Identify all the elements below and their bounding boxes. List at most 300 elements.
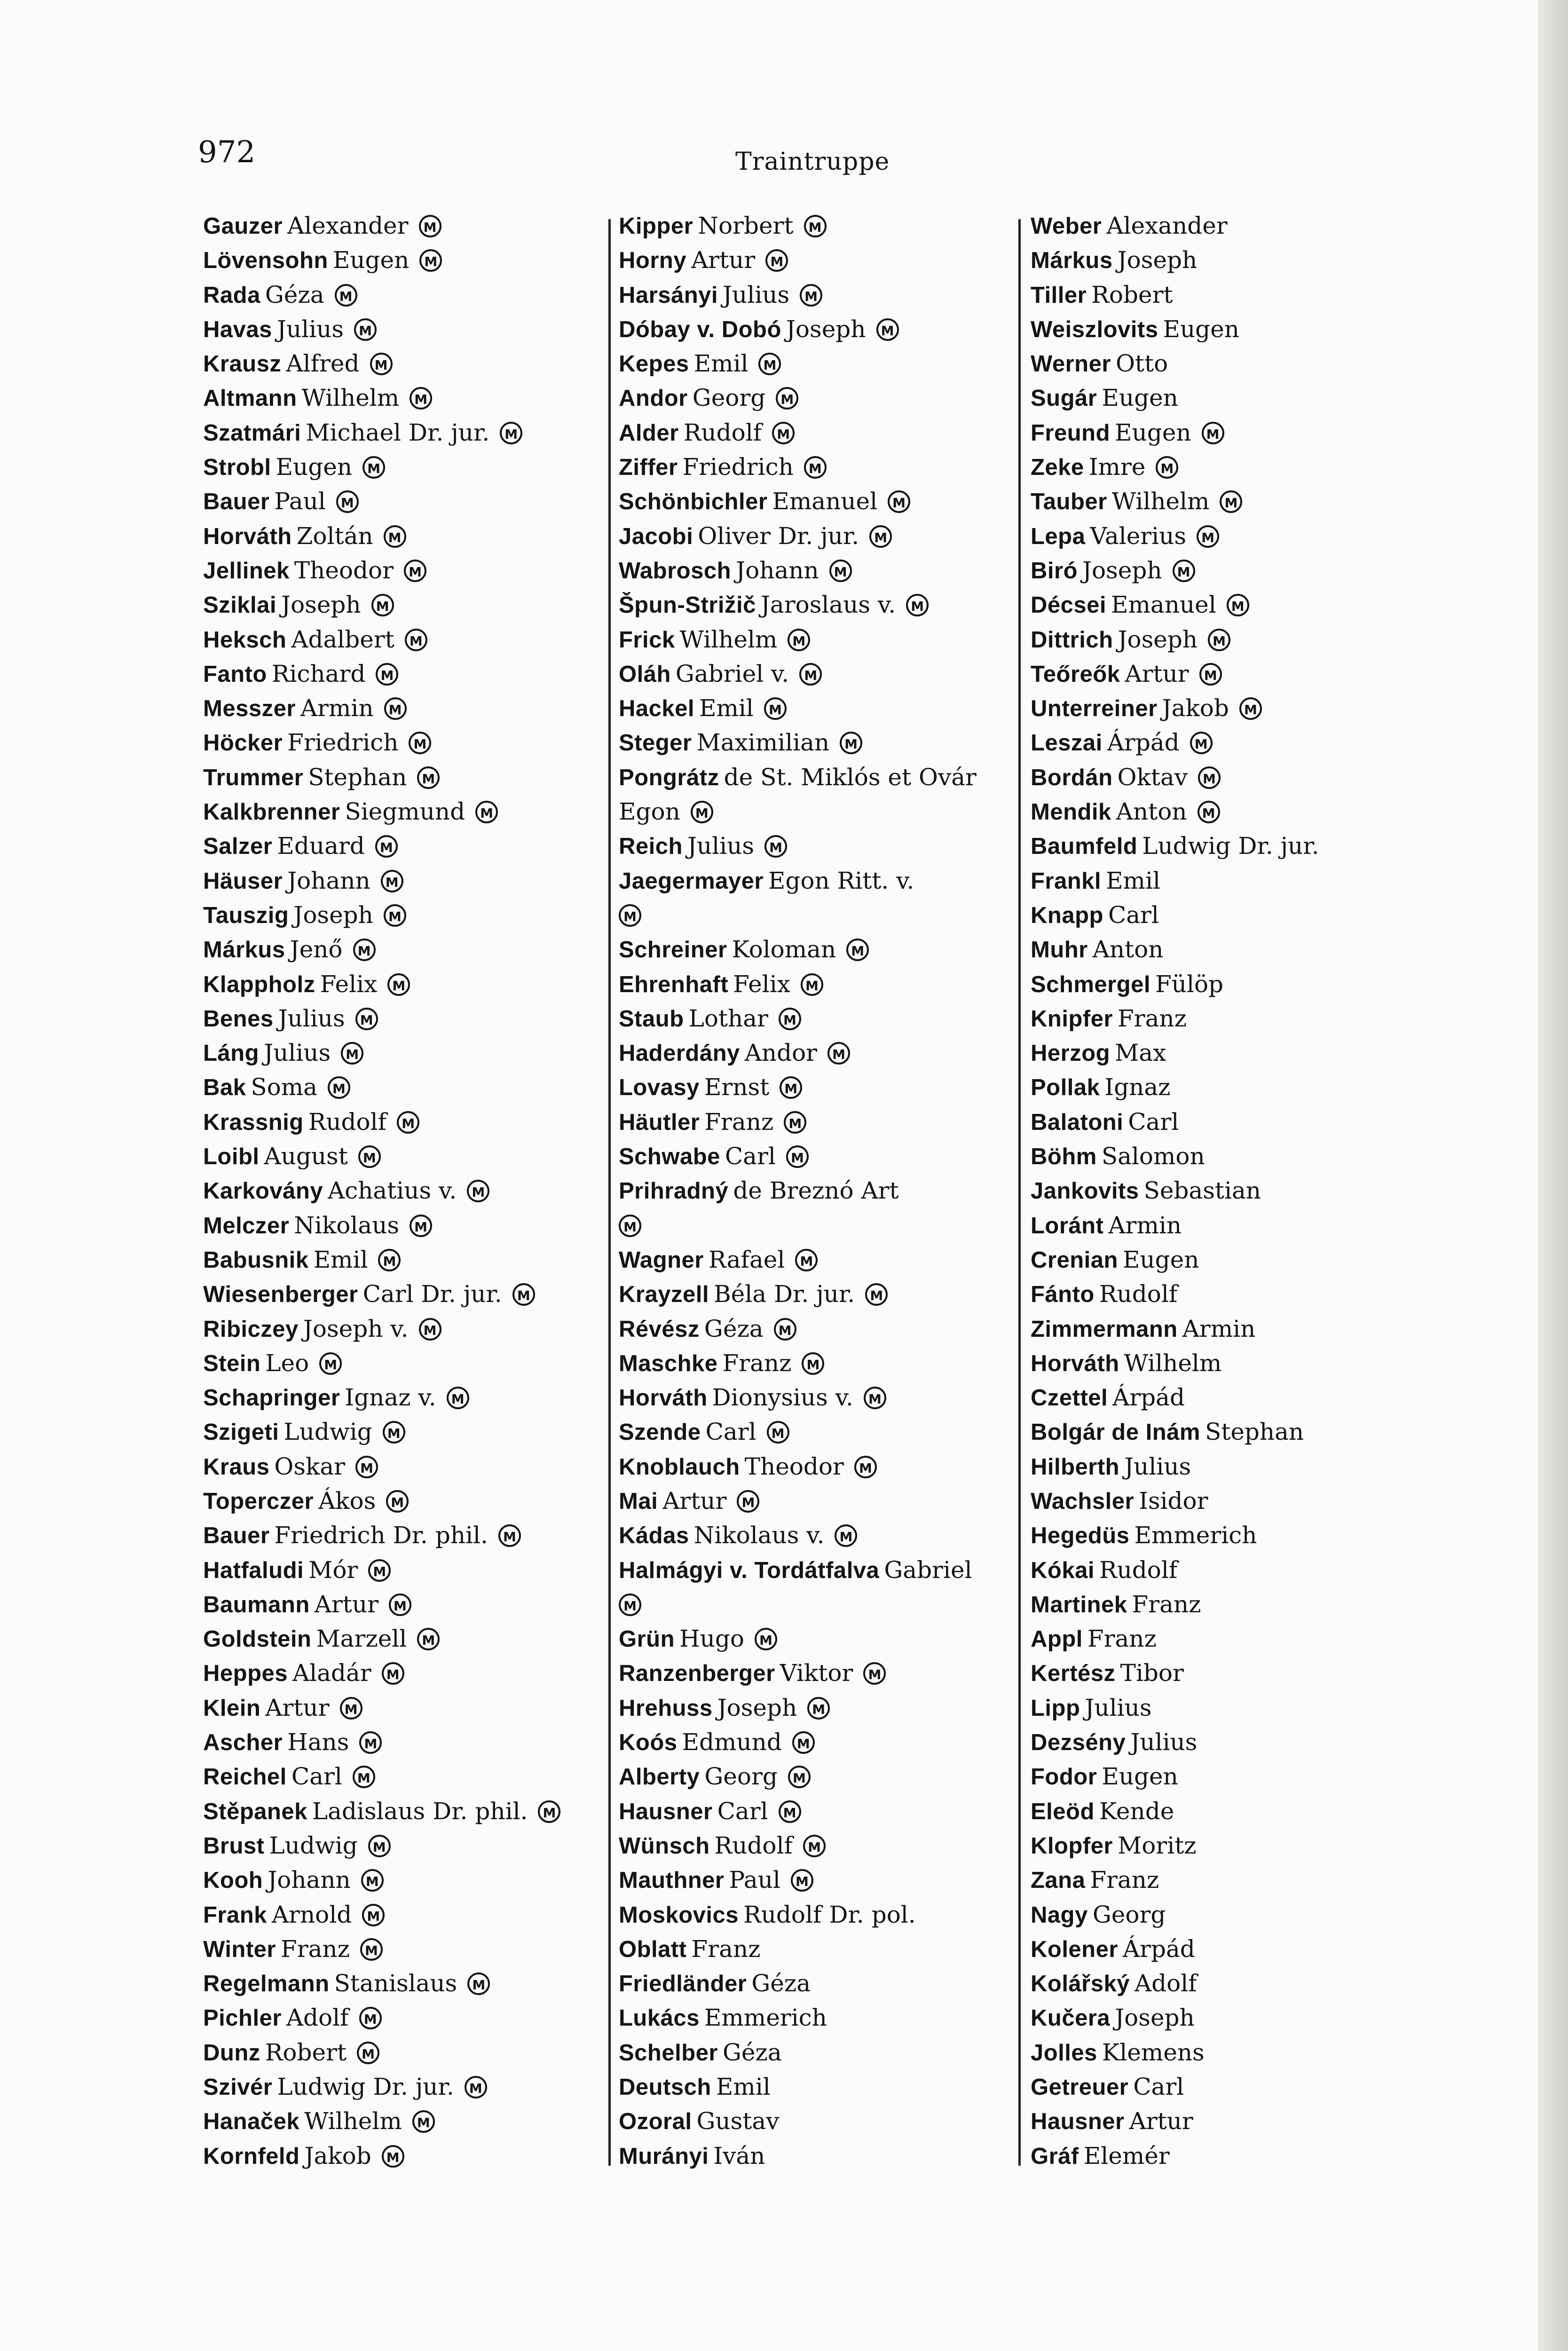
given-name: Mór	[308, 1556, 358, 1584]
surname: Leszai	[1031, 730, 1103, 756]
circled-m-icon: M	[854, 1456, 877, 1478]
given-name: Wilhelm	[301, 384, 400, 412]
given-name: Jaroslaus v.	[760, 591, 896, 619]
circled-m-icon: M	[1198, 766, 1221, 789]
list-item	[1030, 209, 1476, 243]
given-name: Norbert	[698, 212, 794, 239]
given-name: Elemér	[1083, 2142, 1170, 2170]
list-item	[1030, 1381, 1476, 1415]
circled-m-icon: M	[465, 2076, 487, 2099]
given-name: Ludwig Dr. jur.	[277, 2073, 454, 2101]
surname: Horváth	[203, 523, 292, 549]
surname: Kókai	[1031, 1557, 1095, 1583]
circled-m-icon: M	[467, 1180, 489, 1202]
surname: Ozoral	[619, 2109, 692, 2135]
surname: Heksch	[203, 627, 287, 653]
list-item	[616, 1794, 1030, 1829]
circled-m-icon: M	[784, 1111, 806, 1134]
list-item	[1030, 1036, 1476, 1070]
given-name: Georg	[704, 1763, 778, 1791]
given-name: Paul	[729, 1866, 780, 1894]
circled-m-icon: M	[799, 663, 822, 686]
surname: Szigeti	[203, 1420, 279, 1445]
list-item	[203, 347, 617, 381]
surname: Murányi	[619, 2143, 709, 2169]
surname: Grün	[619, 1626, 675, 1652]
list-item	[203, 381, 617, 415]
circled-m-icon: M	[906, 594, 929, 616]
circled-m-icon: M	[1173, 560, 1195, 582]
list-item	[616, 657, 1030, 691]
circled-m-icon: M	[397, 1111, 419, 1134]
circled-m-icon: M	[1220, 490, 1242, 513]
surname: Mai	[619, 1488, 658, 1514]
given-name: Artur	[662, 1487, 727, 1515]
surname: Tiller	[1031, 282, 1087, 308]
given-name: Julius	[687, 832, 755, 860]
list-item	[616, 1518, 1030, 1553]
circled-m-icon: M	[1227, 594, 1249, 616]
list-item	[203, 1759, 617, 1794]
circled-m-icon: M	[417, 766, 440, 789]
surname: Balatoni	[1031, 1109, 1124, 1135]
given-name: Julius	[1124, 1452, 1191, 1480]
given-name: Marzell	[316, 1625, 407, 1653]
surname: Jaegermayer	[619, 868, 764, 894]
surname: Ehrenhaft	[619, 971, 729, 997]
given-name: Adolf	[286, 2004, 349, 2032]
list-item	[203, 1312, 617, 1346]
list-item	[203, 2035, 617, 2070]
circled-m-icon: M	[467, 1972, 490, 1995]
surname: Sugár	[1031, 386, 1097, 411]
surname: Baumann	[203, 1592, 310, 1617]
given-name: Julius	[1085, 1694, 1152, 1721]
circled-m-icon: M	[864, 1387, 886, 1409]
circled-m-icon: M	[840, 732, 862, 754]
list-item	[616, 1622, 1030, 1656]
list-item	[616, 312, 1030, 347]
list-item	[1030, 519, 1476, 553]
list-item	[203, 1518, 617, 1553]
given-name: Rudolf	[714, 1831, 793, 1859]
circled-m-icon: M	[353, 1766, 375, 1788]
given-name: Carl	[1128, 1108, 1179, 1136]
surname: Heppes	[203, 1661, 288, 1687]
surname: Klappholz	[203, 971, 315, 997]
surname: Gauzer	[203, 213, 283, 239]
given-name: Ludwig	[269, 1831, 358, 1859]
surname: Trummer	[203, 765, 304, 790]
surname: Gráf	[1031, 2143, 1079, 2169]
list-item	[1030, 1002, 1476, 1036]
circled-m-icon: M	[788, 629, 810, 651]
list-item	[616, 2070, 1030, 2104]
circled-m-icon: M	[767, 1421, 789, 1444]
surname: Mauthner	[619, 1868, 725, 1893]
given-name: Artur	[265, 1694, 330, 1721]
given-name: Salomon	[1101, 1143, 1205, 1170]
list-item	[616, 588, 1030, 622]
surname: Dunz	[203, 2040, 260, 2066]
given-name: Ernst	[704, 1073, 770, 1101]
surname: Klopfer	[1031, 1833, 1113, 1859]
list-item	[1030, 726, 1476, 760]
list-item	[1030, 278, 1476, 312]
list-item	[616, 829, 1030, 863]
surname: Eleöd	[1031, 1799, 1095, 1824]
list-item	[203, 1553, 617, 1587]
list-item	[1030, 1208, 1476, 1243]
circled-m-icon: M	[378, 1249, 401, 1271]
given-name: Ákos	[318, 1487, 376, 1515]
circled-m-icon: M	[846, 939, 869, 961]
given-name: Rudolf Dr. pol.	[743, 1901, 916, 1928]
list-item	[616, 347, 1030, 381]
given-name: Sebastian	[1143, 1177, 1261, 1205]
list-item	[1030, 450, 1476, 484]
surname: Krayzell	[619, 1282, 709, 1308]
circled-m-icon: M	[355, 1456, 378, 1478]
given-name: Iván	[713, 2142, 765, 2170]
circled-m-icon: M	[360, 1938, 383, 1961]
surname: Frankl	[1031, 868, 1102, 894]
list-item	[203, 2104, 617, 2138]
list-item	[1030, 484, 1476, 519]
circled-m-icon: M	[500, 422, 522, 444]
surname: Reichel	[203, 1764, 287, 1790]
list-item	[203, 1381, 617, 1415]
surname: Zana	[1031, 1868, 1086, 1893]
list-item	[616, 1691, 1030, 1725]
given-name: Arnold	[271, 1901, 352, 1928]
surname: Fanto	[203, 661, 267, 687]
surname: Koós	[619, 1730, 678, 1756]
list-item	[1030, 2070, 1476, 2104]
surname: Kooh	[203, 1868, 263, 1893]
surname: Révész	[619, 1316, 700, 1342]
circled-m-icon: M	[807, 1697, 830, 1720]
list-item	[1030, 898, 1476, 932]
surname: Kolener	[1031, 1936, 1118, 1962]
list-item	[1030, 829, 1476, 863]
list-item	[203, 450, 617, 484]
given-name: Alexander	[287, 212, 409, 239]
list-item-continuation	[616, 795, 1030, 829]
list-item	[203, 1002, 617, 1036]
list-item	[616, 1484, 1030, 1518]
surname: Kepes	[619, 351, 689, 377]
list-item	[616, 1863, 1030, 1897]
list-item	[203, 898, 617, 932]
list-item	[616, 553, 1030, 588]
surname: Kolářský	[1031, 1971, 1130, 1997]
given-name: Artur	[1125, 660, 1189, 687]
circled-m-icon: M	[362, 1904, 385, 1926]
list-item	[203, 1829, 617, 1863]
circled-m-icon: M	[876, 318, 899, 341]
circled-m-icon: M	[804, 456, 827, 479]
circled-m-icon: M	[382, 2145, 404, 2168]
list-item	[1030, 2035, 1476, 2070]
list-item	[1030, 1174, 1476, 1208]
list-item	[616, 691, 1030, 726]
given-name: Rudolf	[308, 1108, 387, 1136]
list-item	[1030, 760, 1476, 795]
given-name: Isidor	[1139, 1487, 1208, 1515]
surname: Szatmári	[203, 420, 301, 446]
list-item	[203, 1450, 617, 1484]
surname: Bauer	[203, 489, 270, 515]
surname: Jacobi	[619, 523, 693, 549]
given-name: Oliver Dr. jur.	[698, 522, 859, 550]
list-item	[616, 1070, 1030, 1104]
list-item	[203, 2139, 617, 2173]
surname: Jellinek	[203, 558, 290, 584]
given-name: Emil	[693, 350, 749, 378]
given-name: Eduard	[277, 832, 365, 860]
given-name: Zoltán	[296, 522, 373, 550]
surname: Kádas	[619, 1523, 689, 1549]
list-item-continuation	[616, 1587, 1030, 1622]
given-name: Felix	[733, 970, 790, 998]
list-item	[203, 657, 617, 691]
surname: Lipp	[1031, 1695, 1080, 1721]
given-name: Leo	[265, 1349, 309, 1377]
circled-m-icon: M	[804, 215, 827, 237]
list-item	[1030, 1656, 1476, 1690]
list-item	[203, 623, 617, 657]
list-item	[203, 1725, 617, 1759]
list-item	[1030, 2001, 1476, 2035]
surname: Häuser	[203, 868, 283, 894]
list-item	[203, 829, 617, 863]
circled-m-icon: M	[792, 1731, 815, 1754]
surname: Nagy	[1031, 1902, 1088, 1928]
list-item	[1030, 2139, 1476, 2173]
surname: Teőreők	[1031, 661, 1120, 687]
circled-m-icon: M	[368, 1559, 391, 1582]
surname: Décsei	[1031, 592, 1107, 618]
list-item	[1030, 1898, 1476, 1932]
surname: Wabrosch	[619, 558, 732, 584]
circled-m-icon: M	[375, 835, 398, 858]
given-name: Eugen	[332, 246, 410, 274]
surname: Schwabe	[619, 1144, 720, 1170]
circled-m-icon: M	[419, 215, 441, 237]
circled-m-icon: M	[1156, 456, 1178, 479]
list-item	[1030, 347, 1476, 381]
surname: Ziffer	[619, 455, 678, 481]
list-item	[616, 967, 1030, 1002]
surname: Alder	[619, 420, 679, 446]
circled-m-icon: M	[382, 1662, 404, 1685]
surname: Láng	[203, 1041, 260, 1066]
surname: Freund	[1031, 420, 1111, 446]
surname: Jolles	[1031, 2040, 1097, 2066]
given-name: Imre	[1088, 453, 1146, 481]
given-name: Franz	[281, 1935, 350, 1963]
list-item	[203, 864, 617, 898]
given-name: Emil	[313, 1246, 368, 1273]
given-name: Emmerich	[704, 2004, 827, 2032]
surname: Stein	[203, 1350, 261, 1376]
list-item	[203, 1243, 617, 1277]
given-name: Carl	[705, 1418, 756, 1446]
surname: Schönbichler	[619, 489, 768, 515]
given-name: Johann	[736, 556, 819, 584]
circled-m-icon: M	[772, 422, 795, 444]
surname: Höcker	[203, 730, 283, 756]
circled-m-icon: M	[765, 249, 788, 272]
given-name: Adolf	[1135, 1970, 1197, 1997]
given-name: Géza	[265, 281, 324, 308]
surname: Kučera	[1031, 2005, 1111, 2031]
list-item	[616, 1450, 1030, 1484]
surname: Goldstein	[203, 1626, 312, 1652]
given-name: Eugen	[1102, 384, 1178, 412]
given-name: Eugen	[1122, 1246, 1199, 1273]
list-item	[616, 450, 1030, 484]
circled-m-icon: M	[417, 1628, 440, 1650]
given-name: Joseph	[786, 315, 866, 343]
given-name: Eugen	[1102, 1763, 1178, 1791]
given-name: Franz	[1087, 1625, 1157, 1653]
given-name: Joseph	[1117, 246, 1198, 274]
circled-m-icon: M	[361, 1869, 384, 1892]
given-name: de Breznó Art	[733, 1177, 899, 1205]
given-name: Oskar	[274, 1452, 346, 1480]
name-column-1	[203, 209, 617, 2173]
circled-m-icon: M	[619, 1215, 641, 1237]
surname: Sziklai	[203, 592, 277, 618]
given-name: Eugen	[1115, 418, 1191, 446]
list-item	[1030, 1932, 1476, 1966]
circled-m-icon: M	[512, 1283, 535, 1306]
circled-m-icon: M	[888, 490, 910, 513]
circled-m-icon: M	[409, 732, 431, 754]
surname: Hatfaludi	[203, 1557, 304, 1583]
surname: Tauber	[1031, 489, 1107, 515]
surname: Toperczer	[203, 1488, 314, 1514]
circled-m-icon: M	[335, 284, 357, 307]
given-name: Valerius	[1090, 522, 1187, 550]
surname: Zimmermann	[1031, 1316, 1178, 1342]
list-item	[616, 1759, 1030, 1794]
surname: Weber	[1031, 213, 1102, 239]
surname: Deutsch	[619, 2075, 711, 2100]
surname: Lovasy	[619, 1075, 700, 1101]
surname: Krassnig	[203, 1109, 304, 1135]
given-name: Franz	[1118, 1004, 1187, 1032]
given-name: Franz	[704, 1108, 774, 1136]
page-number: 972	[198, 135, 256, 170]
given-name: Georg	[1092, 1901, 1166, 1928]
circled-m-icon: M	[368, 1835, 391, 1857]
given-name: Carl Dr. jur.	[362, 1280, 502, 1308]
list-item	[1030, 381, 1476, 415]
given-name: Joseph	[1118, 625, 1198, 653]
list-item	[616, 209, 1030, 243]
surname: Werner	[1031, 351, 1111, 377]
list-item	[203, 1966, 617, 2001]
list-item-continuation	[616, 1208, 1030, 1243]
surname: Kertész	[1031, 1661, 1116, 1687]
surname: Alberty	[619, 1764, 700, 1790]
given-name: Joseph	[717, 1694, 797, 1721]
list-item	[203, 1415, 617, 1449]
list-item	[203, 760, 617, 795]
circled-m-icon: M	[802, 1352, 824, 1375]
given-name: Julius	[276, 315, 344, 343]
list-item	[1030, 1484, 1476, 1518]
given-name: Emil	[699, 694, 754, 722]
list-item	[616, 760, 1030, 795]
list-item	[203, 1208, 617, 1243]
list-item	[616, 519, 1030, 553]
given-name: Achatius v.	[328, 1177, 457, 1205]
list-item	[203, 1277, 617, 1311]
given-name: Robert	[265, 2038, 347, 2066]
given-name: Theodor	[294, 556, 394, 584]
circled-m-icon: M	[353, 939, 376, 961]
list-item	[1030, 553, 1476, 588]
circled-m-icon: M	[863, 1662, 886, 1685]
surname: Wagner	[619, 1247, 704, 1273]
list-item	[203, 1794, 617, 1829]
surname: Haderdány	[619, 1041, 740, 1066]
surname: Wünsch	[619, 1833, 710, 1859]
surname: Staub	[619, 1006, 684, 1032]
list-item	[203, 1036, 617, 1070]
given-name: Géza	[704, 1315, 764, 1342]
given-name: Julius	[1130, 1728, 1198, 1756]
surname: Babusnik	[203, 1247, 309, 1273]
surname: Krausz	[203, 351, 282, 377]
circled-m-icon: M	[758, 353, 781, 375]
given-name: Nikolaus v.	[693, 1522, 825, 1549]
given-name: Artur	[314, 1590, 378, 1618]
given-name: Alfred	[286, 350, 360, 378]
surname: Horny	[619, 248, 687, 274]
list-item	[203, 1139, 617, 1174]
circled-m-icon: M	[691, 801, 713, 823]
circled-m-icon: M	[788, 1766, 811, 1788]
given-name: Franz	[1132, 1590, 1201, 1618]
list-item	[203, 726, 617, 760]
given-name: Rafael	[708, 1246, 785, 1273]
given-name: Tibor	[1120, 1659, 1184, 1687]
list-item	[1030, 1277, 1476, 1311]
surname: Biró	[1031, 558, 1078, 584]
circled-m-icon: M	[538, 1800, 560, 1823]
list-item	[616, 243, 1030, 277]
list-item	[616, 1966, 1030, 2001]
surname: Pollak	[1031, 1075, 1100, 1101]
list-item	[1030, 795, 1476, 829]
surname: Fánto	[1031, 1282, 1095, 1308]
list-item	[616, 1105, 1030, 1139]
circled-m-icon: M	[779, 1800, 801, 1823]
surname: Pongrátz	[619, 765, 719, 790]
list-item	[616, 726, 1030, 760]
circled-m-icon: M	[1202, 422, 1224, 444]
given-name: Jakob	[304, 2142, 371, 2170]
given-name: Friedrich	[287, 729, 399, 757]
circled-m-icon: M	[619, 904, 641, 927]
surname: Lövensohn	[203, 248, 328, 274]
surname: Knoblauch	[619, 1454, 740, 1480]
